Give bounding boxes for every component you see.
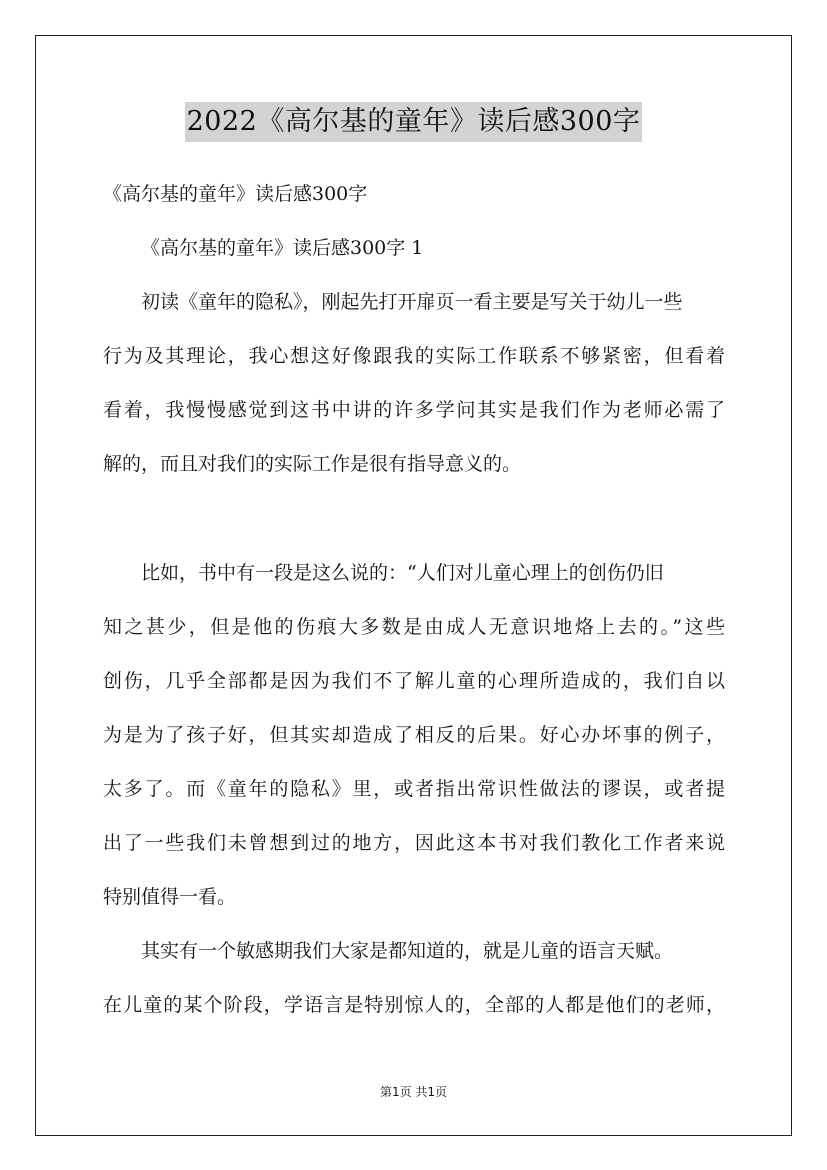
paragraph-3-line-1: 其实有一个敏感期我们大家是都知道的，就是儿童的语言天赋。 xyxy=(141,940,674,962)
section-heading: 《高尔基的童年》读后感300字 1 xyxy=(141,237,424,259)
paragraph-1-line-4: 解的，而且对我们的实际工作是很有指导意义的。 xyxy=(103,453,522,475)
paragraph-2-line-7: 特别值得一看。 xyxy=(103,886,237,908)
document-title: 2022《高尔基的童年》读后感300字 xyxy=(185,102,643,142)
paragraph-1-line-3: 看着，我慢慢感觉到这书中讲的许多学问其实是我们作为老师必需了 xyxy=(103,399,725,421)
paragraph-2-line-2: 知之甚少，但是他的伤痕大多数是由成人无意识地烙上去的。”这些 xyxy=(103,616,725,638)
paragraph-1-line-2: 行为及其理论，我心想这好像跟我的实际工作联系不够紧密，但看着 xyxy=(103,345,725,367)
page-footer: 第1页 共1页 xyxy=(379,1085,448,1099)
paragraph-2-line-6: 出了一些我们未曾想到过的地方，因此这本书对我们教化工作者来说 xyxy=(103,832,725,854)
paragraph-1-line-1: 初读《童年的隐私》，刚起先打开扉页一看主要是写关于幼儿一些 xyxy=(141,291,683,313)
paragraph-2-line-5: 太多了。而《童年的隐私》里，或者指出常识性做法的谬误，或者提 xyxy=(103,778,725,800)
title-container xyxy=(0,102,827,142)
document-subtitle: 《高尔基的童年》读后感300字 xyxy=(103,183,368,205)
paragraph-2-line-4: 为是为了孩子好，但其实却造成了相反的后果。好心办坏事的例子， xyxy=(103,724,725,746)
paragraph-2-line-3: 创伤，几乎全部都是因为我们不了解儿童的心理所造成的，我们自以 xyxy=(103,670,725,692)
paragraph-2-line-1: 比如，书中有一段是这么说的：“人们对儿童心理上的创伤仍旧 xyxy=(141,562,664,584)
paragraph-3-line-2: 在儿童的某个阶段，学语言是特别惊人的，全部的人都是他们的老师， xyxy=(103,994,725,1016)
